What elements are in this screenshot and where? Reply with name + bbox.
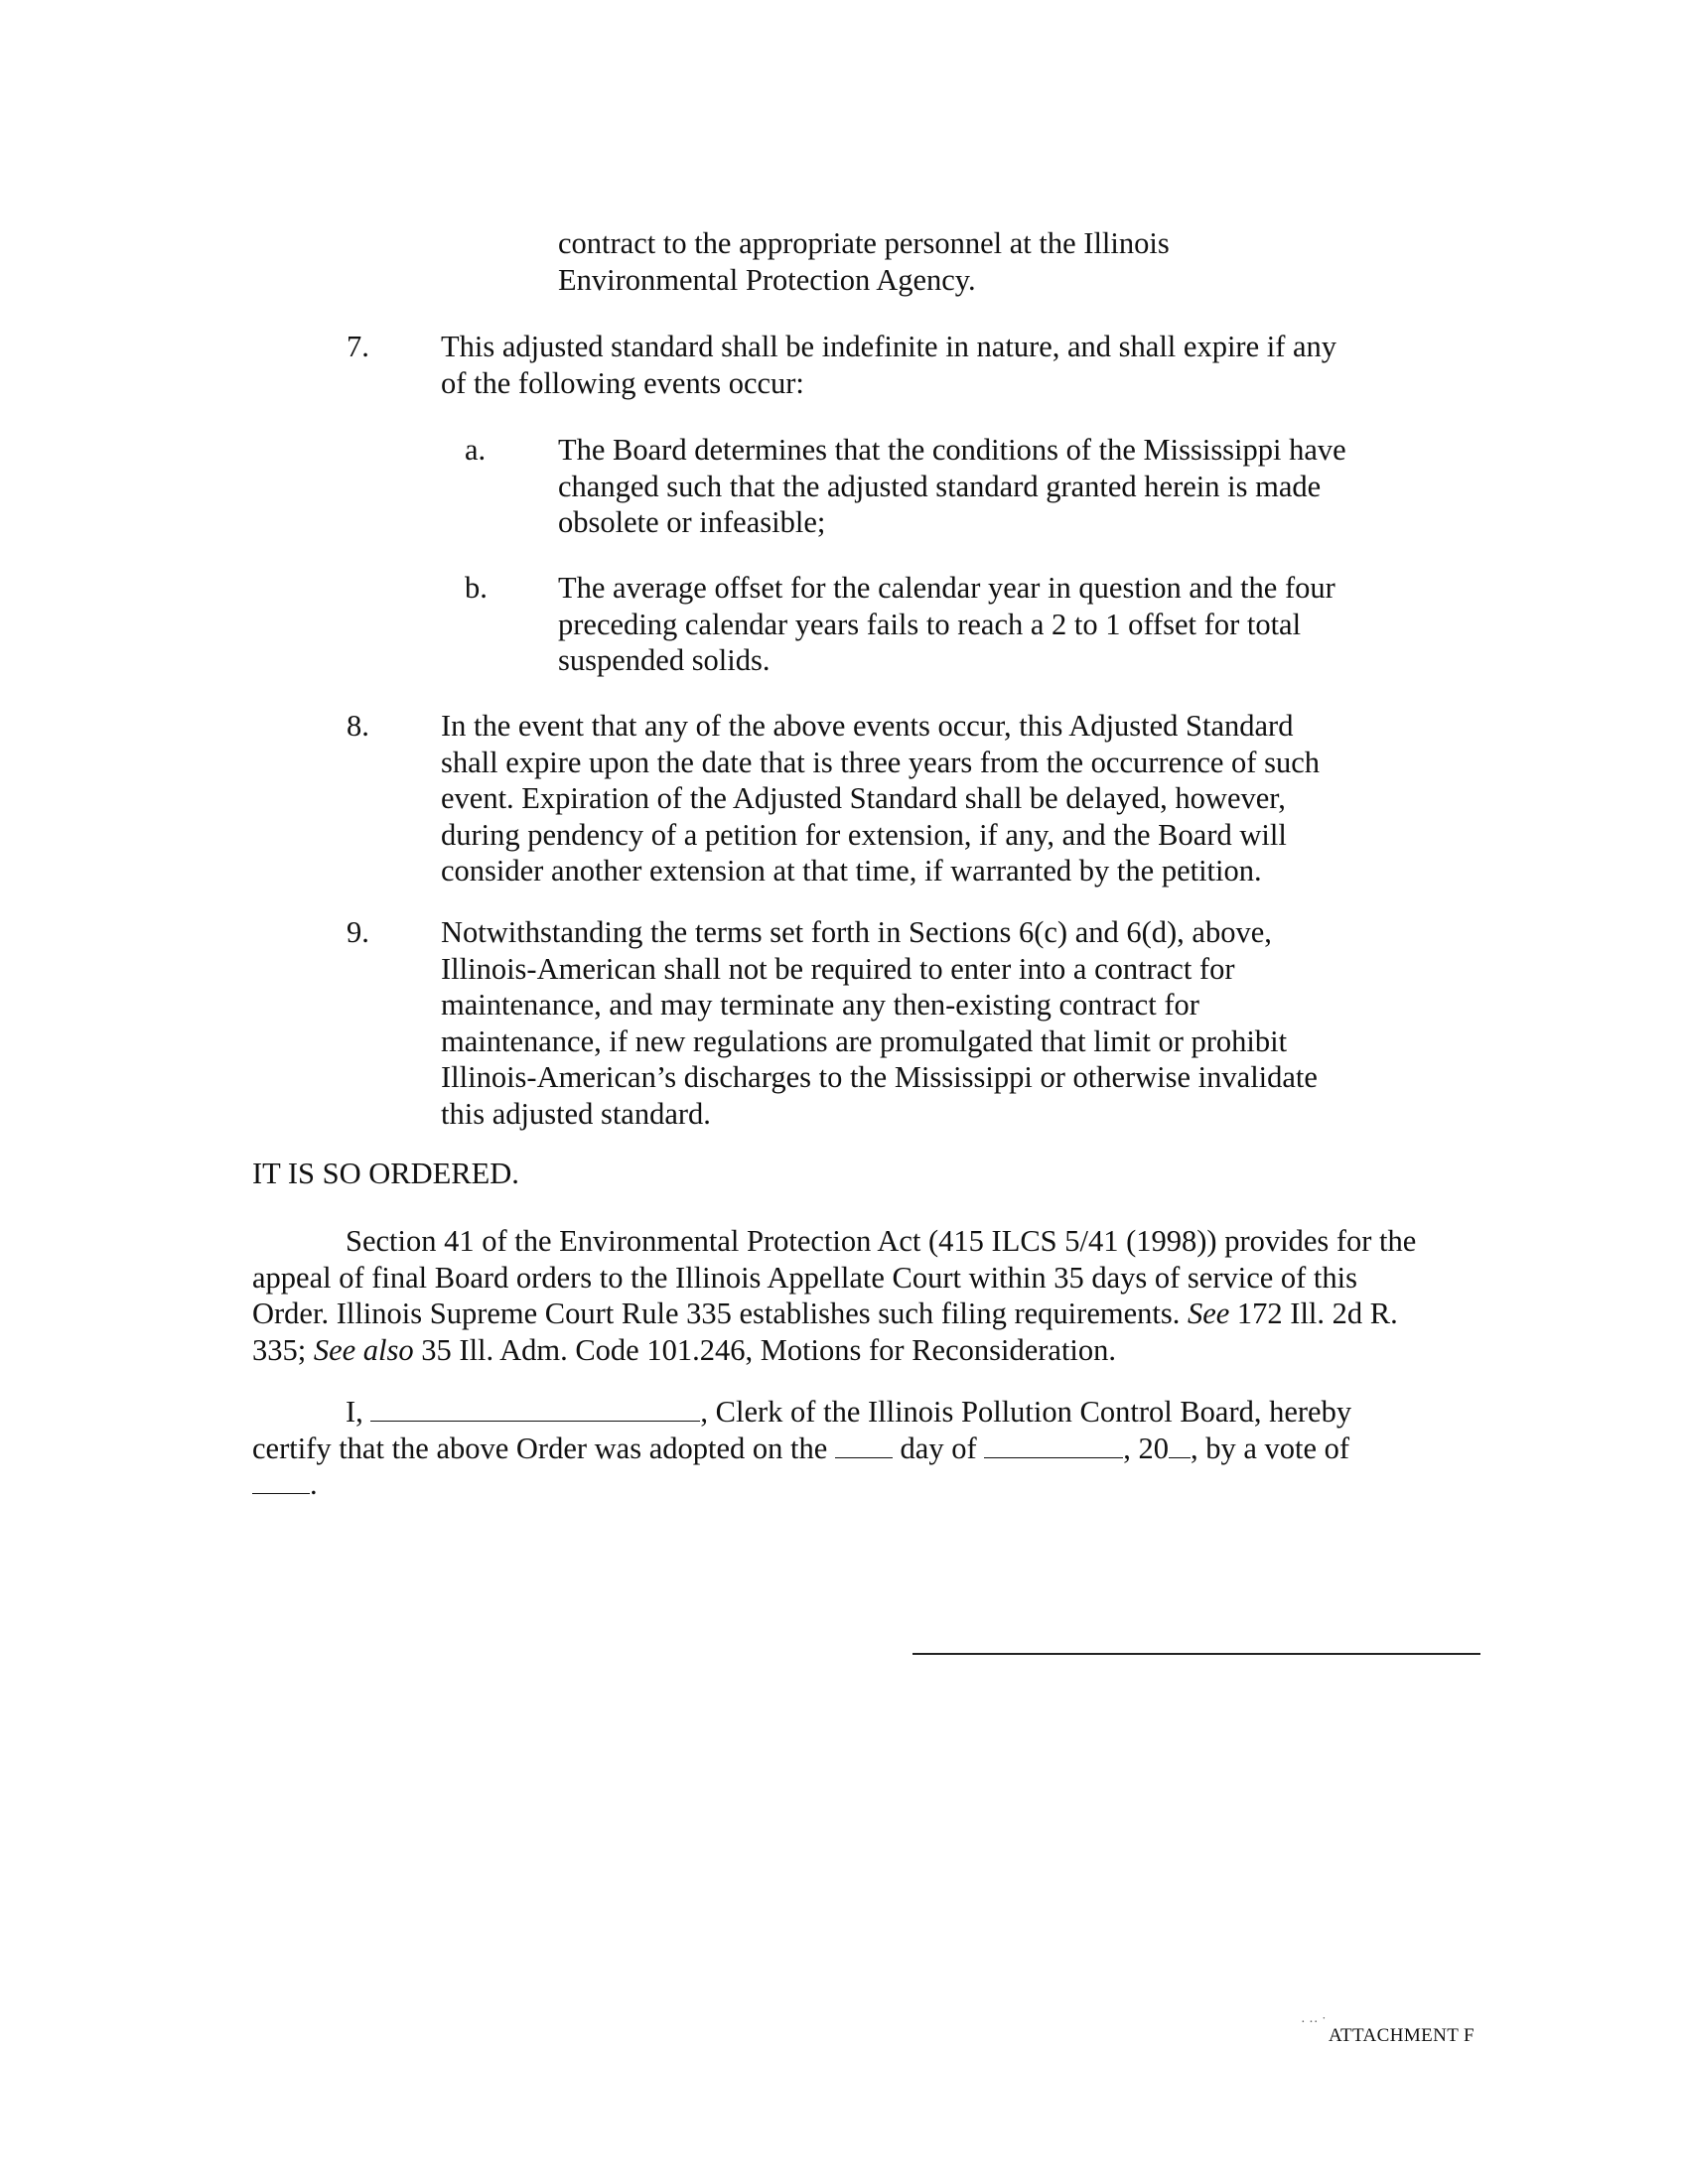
clerk-name-blank: [370, 1399, 700, 1422]
text-line: [252, 1332, 1416, 1369]
text-line: consider another extension at that time, if warranted by the petition.: [441, 854, 1262, 887]
text-line: appeal of final Board orders to the Illinois Appellate Court within 35 days of service of this: [252, 1260, 1357, 1295]
item-9-paragraph: [441, 914, 1318, 1132]
text-line: The Board determines that the conditions of the Mississippi have: [558, 433, 1346, 467]
text-line: of the following events occur:: [441, 365, 804, 400]
text-line: This adjusted standard shall be indefinite in nature, and shall expire if any: [441, 330, 1337, 363]
text-line: [252, 1466, 1351, 1503]
text-line: suspended solids.: [558, 643, 771, 677]
text-line: contract to the appropriate personnel at the Illinois: [558, 226, 1170, 260]
certification-paragraph: [252, 1394, 1351, 1503]
text-line: maintenance, and may terminate any then-existing contract for: [441, 988, 1199, 1022]
text-segment: day of: [900, 1431, 977, 1465]
text-line: The average offset for the calendar year in question and the four: [558, 571, 1335, 605]
vote-blank: [252, 1471, 310, 1494]
item-7a-letter: a.: [465, 433, 487, 467]
text-line: Illinois-American shall not be required to enter into a contract for: [441, 951, 1235, 986]
item-7b-paragraph: [558, 570, 1335, 679]
text-line: preceding calendar years fails to reach a 2 to 1 offset for total: [558, 607, 1302, 641]
item-7-number: 7.: [347, 330, 369, 363]
text-segment: I,: [346, 1395, 363, 1429]
continuation-paragraph: [558, 225, 1170, 298]
item-8-number: 8.: [347, 709, 369, 743]
text-line: [252, 1394, 1351, 1431]
item-9-number: 9.: [347, 915, 369, 949]
text-line: this adjusted standard.: [441, 1096, 711, 1131]
text-line: event. Expiration of the Adjusted Standard shall be delayed, however,: [441, 781, 1286, 815]
text-segment: Order. Illinois Supreme Court Rule 335 establishes such filing requirements.: [252, 1297, 1188, 1330]
text-line: changed such that the adjusted standard granted herein is made: [558, 469, 1322, 503]
attachment-label: ATTACHMENT F: [1329, 2025, 1475, 2046]
text-line: Section 41 of the Environmental Protection Act (415 ILCS 5/41 (1998)) provides for the: [346, 1224, 1417, 1258]
so-ordered-heading: IT IS SO ORDERED.: [252, 1157, 519, 1190]
text-line: [252, 1296, 1416, 1332]
italic-see: See: [1187, 1297, 1230, 1330]
text-line: during pendency of a petition for extension, if any, and the Board will: [441, 817, 1287, 852]
text-segment: 172 Ill. 2d R.: [1229, 1297, 1398, 1330]
text-line: obsolete or infeasible;: [558, 505, 826, 539]
appeal-paragraph: [252, 1223, 1416, 1368]
text-segment: , Clerk of the Illinois Pollution Control Board, hereby: [700, 1395, 1352, 1429]
year-blank: [1169, 1435, 1191, 1458]
text-segment: , by a vote of: [1190, 1431, 1350, 1465]
signature-line: [912, 1653, 1480, 1655]
text-line: In the event that any of the above events occur, this Adjusted Standard: [441, 709, 1294, 743]
day-blank: [835, 1435, 893, 1458]
text-segment: .: [310, 1467, 318, 1501]
text-line: Illinois-American’s discharges to the Mississippi or otherwise invalidate: [441, 1060, 1318, 1094]
item-7a-paragraph: [558, 432, 1346, 541]
text-segment: 35 Ill. Adm. Code 101.246, Motions for Reconsideration.: [413, 1332, 1117, 1367]
scan-specks: · ·· ˙: [1301, 2015, 1327, 2030]
text-segment: certify that the above Order was adopted on the: [252, 1431, 828, 1465]
italic-see-also: See also: [313, 1332, 414, 1367]
text-line: Environmental Protection Agency.: [558, 262, 976, 297]
text-segment: , 20: [1123, 1431, 1169, 1465]
item-7b-letter: b.: [465, 571, 488, 605]
item-8-paragraph: [441, 708, 1320, 889]
text-line: maintenance, if new regulations are promulgated that limit or prohibit: [441, 1024, 1288, 1058]
text-line: shall expire upon the date that is three years from the occurrence of such: [441, 745, 1320, 779]
item-7-paragraph: [441, 329, 1336, 401]
text-segment: 335;: [252, 1332, 314, 1367]
text-line: [252, 1431, 1351, 1467]
month-blank: [984, 1435, 1123, 1458]
text-line: Notwithstanding the terms set forth in Sections 6(c) and 6(d), above,: [441, 915, 1272, 949]
